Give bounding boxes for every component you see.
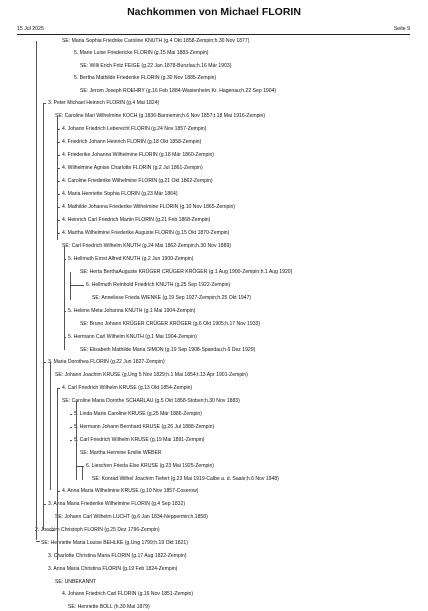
descendant-entry: 3. Anna Maria Friederike Wilhelmine FLORIN (g.4 Sep 1832) (48, 501, 186, 507)
descendant-entry: 5. Helene Meta Johanna KNUTH (g.1 Mai 1904-Zempin) (68, 308, 196, 314)
tree-connector-horizontal (57, 388, 60, 389)
tree-connector-vertical (57, 388, 58, 560)
descendant-entry: 5. Carl Friedrich Wilhelm KRUSE (g.19 Mai 1891-Zempin) (74, 437, 205, 443)
tree-connector-horizontal (57, 129, 60, 130)
spouse-entry: SE: Caroline Mari Wilhelmine KOCH (g.1836-Bannemin;h.6 Nov 1857;t.18 Mai 1916-Zempin) (55, 113, 266, 119)
descendant-entry: 6. Lieschen Frieda Else KRUSE (g.23 Mai 1925-Zempin) (86, 463, 214, 469)
tree-connector-vertical (43, 103, 44, 530)
descendant-entry: 4. Carl Friedrich Wilhelm KRUSE (g.13 Okt 1854-Zempin) (62, 385, 193, 391)
tree-connector-horizontal (64, 259, 66, 260)
spouse-entry: SE: Martha Hermine Emilie WEBER (80, 450, 162, 456)
tree-connector-horizontal (70, 285, 84, 286)
descendant-entry: 3. Charlotte Christina Maria FLORIN (g.17 Aug 1822-Zempin) (48, 553, 187, 559)
descendant-entry: 5. Hermann Carl Wilhelm KNUTH (g.1 Mai 1904-Zempin) (68, 334, 197, 340)
tree-connector-horizontal (43, 362, 46, 363)
tree-connector-horizontal (64, 337, 66, 338)
tree-connector-horizontal (64, 311, 66, 312)
descendant-entry: 4. Friedrich Johann Heinrich FLORIN (g.18 Okt 1858-Zempin) (62, 139, 202, 145)
spouse-entry: SE: Herta BerthaAuguste KRÜGER CRÜGER KRÖGER (g.1 Aug 1900-Zempin;h.1 Aug 1920) (80, 269, 293, 275)
tree-connector-horizontal (57, 220, 60, 221)
tree-connector-vertical (50, 362, 51, 490)
tree-connector-horizontal (57, 155, 60, 156)
tree-connector-vertical (64, 246, 65, 350)
tree-connector-horizontal (57, 181, 60, 182)
spouse-entry: SE: Anneliese Frieda WIENKE (g.19 Sep 1927-Zempin;h.25 Okt 1947) (92, 295, 252, 301)
descendant-entry: 4. Martha Wilhelmine Friederike Auguste FLORIN (g.15 Okt 1870-Zempin) (62, 230, 230, 236)
descendant-entry: 4. Johann Friedrich Carl FLORIN (g.16 Nov 1851-Zempin) (62, 591, 194, 597)
descendant-entry: 4. Caroline Friederike Wilhelmine FLORIN (g.21 Okt 1862-Zempin) (62, 178, 213, 184)
spouse-entry: SE: Carl Friedrich Wilhelm KNUTH (g.24 Mai 1862-Zempin;h.30 Nov 1889) (62, 243, 232, 249)
tree-connector-vertical (82, 466, 83, 480)
report-date: 15 Jul 2025 (17, 26, 44, 32)
tree-connector-horizontal (50, 530, 54, 531)
tree-connector-vertical (70, 272, 71, 300)
descendant-entry: 4. Johann Friedrich Leberecht FLORIN (g.24 Nov 1857-Zempin) (62, 126, 207, 132)
tree-connector-horizontal (57, 207, 60, 208)
descendant-entry: 4. Mathilde Johanna Friederike Wilhelmine FLORIN (g.10 Nov 1865-Zempin) (62, 204, 235, 210)
spouse-entry: SE: Henriette Maria Louise BEHLKE (g.Ung 1799;h.19 Okt 1821) (41, 540, 188, 546)
spouse-entry: SE: Henriette BOLL (h.30 Mai 1879) (68, 604, 150, 610)
tree-connector-horizontal (70, 427, 72, 428)
descendant-entry: 5. Linda Marie Caroline KRUSE (g.25 Mär 1886-Zempin) (74, 411, 202, 417)
tree-connector-horizontal (57, 168, 60, 169)
spouse-entry: SE: Elisabeth Mathilde Maria SIMON (g.19 Sep 1908-Spandau;h.6 Dez 1929) (80, 347, 256, 353)
page-number: Seite 9 (393, 26, 410, 32)
descendant-entry: 3. Anna Maria Christina FLORIN (g.19 Feb 1824-Zempin) (48, 566, 178, 572)
tree-connector-vertical (57, 116, 58, 240)
tree-connector-horizontal (57, 194, 60, 195)
tree-connector-vertical (76, 401, 77, 480)
spouse-entry: SE: Bruno Johann KRÜGER CRÜGER KRÖGER (g.6 Okt 1905;h.17 Nov 1933) (80, 321, 261, 327)
report-title: Nachkommen von Michael FLORIN (127, 6, 301, 18)
spouse-entry: SE: Willi Erich Fritz FEIGE (g.22 Jan 1878-Bunzlau;h.16 Mär 1903) (80, 63, 232, 69)
tree-connector-horizontal (57, 233, 60, 234)
tree-connector-horizontal (57, 142, 60, 143)
spouse-entry: SE: Jerom Joseph ROEHRY (g.16 Feb 1884-Wasienheim Kr. Hagenau;h.22 Sep 1904) (80, 88, 277, 94)
descendant-entry: 5. Bertha Mathilde Friederike FLORIN (g.30 Nov 1885-Zempin) (74, 75, 217, 81)
descendant-entry: 4. Maria Henriette Sophia FLORIN (g.23 Mär 1864) (62, 191, 178, 197)
descendant-entry: 5. Hermann Johann Bernhard KRUSE (g.26 Jul 1888-Zempin) (74, 424, 215, 430)
tree-connector-horizontal (70, 414, 72, 415)
tree-connector-horizontal (76, 466, 84, 467)
spouse-entry: SE: Maria Sophia Friedrike Caroline KNUTH (g.4 Okt 1858-Zempin;h.30 Nov 1877) (62, 38, 250, 44)
tree-connector-horizontal (43, 103, 46, 104)
tree-connector-horizontal (43, 504, 46, 505)
descendant-entry: 3. Maria Dorothea FLORIN (g.22 Jun 1827-Zempin) (48, 359, 165, 365)
spouse-entry: SE: Johann Carl Wilhelm LUCHT (g.6 Jan 1834-Neppermin;h.1858) (55, 514, 208, 520)
descendant-entry: 4. Wilhelmine Agnise Charlotte FLORIN (g.2 Jul 1861-Zempin) (62, 165, 203, 171)
tree-connector-horizontal (57, 491, 60, 492)
descendant-entry: 4. Anna Maria Wilhelmine KRUSE (g.10 Nov 1857-Coserow) (62, 488, 199, 494)
tree-connector-horizontal (36, 541, 40, 542)
spouse-entry: SE: Caroline Maria Dorothe SCHARLAU (g.5 Okt 1858-Stoben;h.30 Nov 1883) (62, 398, 240, 404)
descendant-entry: 3. Peter Michael Heinrich FLORIN (g.4 Mai 1824) (48, 100, 160, 106)
spouse-entry: SE: Konrad Wilhel Joachim Tiefert (g.23 Mai 1919-Calbe a. d. Saale;h.6 Nov 1948) (92, 476, 279, 482)
descendant-entry: 4. Friederike Johanna Wilhelmine FLORIN (g.18 Mär 1860-Zempin) (62, 152, 215, 158)
spouse-entry: SE: UNBEKANNT (55, 579, 97, 585)
tree-connector-horizontal (70, 440, 72, 441)
descendant-entry: 6. Hellmuth Reinhold Friedrich KNUTH (g.25 Sep 1922-Zempin) (86, 282, 231, 288)
descendant-entry: 2. Joachim Christoph FLORIN (g.25 Dez 1796-Zempin) (35, 527, 160, 533)
spouse-entry: SE: Johann Joachim KRUSE (g.Ung 5 Nov 1829;h.1 Mai 1854;t.13 Apr 1901-Zempin) (55, 372, 248, 378)
tree-connector-vertical (36, 41, 37, 540)
descendant-entry: 4. Heinrich Carl Friedrich Martin FLORIN (g.21 Feb 1868-Zempin) (62, 217, 211, 223)
descendant-entry: 5. Hellmuth Ernst Alfred KNUTH (g.2 Jun 1900-Zempin) (68, 256, 194, 262)
header-divider (17, 34, 410, 35)
descendant-entry: 5. Marie Luise Friedericke FLORIN (g.15 Mai 1883-Zempin) (74, 50, 209, 56)
